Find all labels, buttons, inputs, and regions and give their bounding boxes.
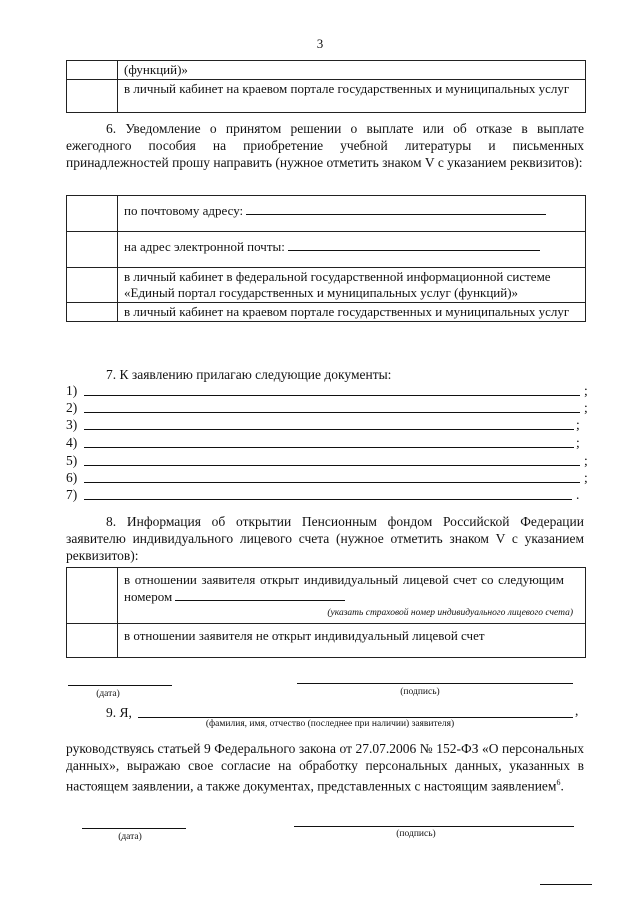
footer-rule (540, 884, 592, 885)
checkbox-cell[interactable] (67, 624, 118, 658)
checkbox-cell[interactable] (67, 568, 118, 624)
document-line (66, 383, 588, 400)
document-line (66, 400, 588, 417)
document-line-number: 1) (66, 383, 78, 398)
table-row (67, 232, 586, 268)
document-line (66, 487, 580, 504)
document-line-end: ; (584, 383, 588, 398)
section8-paragraph: 8. Информация об открытии Пенсионным фондом Российской Федерации заявителю индивидуального лицевого счета (нужное отметить знаком V с указанием реквизитов): (66, 514, 584, 563)
table-cell-text: в личный кабинет на краевом портале государственных и муниципальных услуг (118, 303, 586, 322)
section6-paragraph: 6. Уведомление о принятом решении о выплате или об отказе в выплате ежегодного пособия на приобретение учебной литературы и письменных принадлежностей прошу направить (нужное отметить знаком V с указанием реквизитов): (66, 121, 584, 170)
document-line-end: ; (576, 417, 580, 432)
document-line-field[interactable] (84, 499, 572, 500)
signature-label: (подпись) (396, 829, 436, 839)
account-number-hint: (указать страховой номер индивидуального лицевого счета) (327, 608, 573, 618)
full-name-suffix: , (575, 703, 579, 718)
postal-address-field[interactable] (246, 202, 546, 215)
table-row (67, 624, 586, 658)
date-line[interactable] (82, 828, 186, 829)
table-row (67, 61, 586, 80)
account-opened-cell (118, 568, 586, 624)
date-label: (дата) (96, 689, 120, 699)
document-line-end: ; (576, 435, 580, 450)
document-line-number: 5) (66, 453, 78, 468)
full-name-hint: (фамилия, имя, отчество (последнее при наличии) заявителя) (205, 719, 455, 729)
table-cell-text: в отношении заявителя не открыт индивидуальный лицевой счет (118, 624, 586, 658)
document-line-end: ; (584, 470, 588, 485)
document-line-number: 2) (66, 400, 78, 415)
table-row (67, 303, 586, 322)
checkbox-cell[interactable] (67, 303, 118, 322)
footnote-ref: 6 (556, 778, 561, 787)
checkbox-cell[interactable] (67, 196, 118, 232)
document-line-field[interactable] (84, 429, 574, 430)
account-opened-text: в отношении заявителя открыт индивидуальный лицевой счет со следующим номером (124, 572, 564, 604)
document-line-field[interactable] (84, 447, 574, 448)
signature-label: (подпись) (400, 687, 440, 697)
document-line (66, 435, 580, 452)
section9-intro (106, 705, 132, 721)
table-row (67, 196, 586, 232)
checkbox-cell[interactable] (67, 80, 118, 113)
date-label: (дата) (118, 832, 142, 842)
postal-address-label: по почтовому адресу: (124, 203, 244, 218)
document-line-field[interactable] (84, 465, 580, 466)
document-line-field[interactable] (84, 395, 580, 396)
document-line-end: ; (584, 400, 588, 415)
section7-heading: 7. К заявлению прилагаю следующие документы: (106, 367, 392, 382)
section9-prefix: 9. Я, (106, 705, 132, 720)
postal-address-cell (118, 196, 586, 232)
page-number: 3 (316, 36, 324, 51)
account-number-field[interactable] (175, 588, 345, 601)
document-line-end: . (576, 487, 580, 502)
top-delivery-table (66, 60, 586, 113)
document-line-field[interactable] (84, 482, 580, 483)
checkbox-cell[interactable] (67, 268, 118, 303)
date-line[interactable] (68, 685, 172, 686)
signature-line[interactable] (297, 683, 573, 684)
email-cell (118, 232, 586, 268)
document-line-number: 6) (66, 470, 78, 485)
document-line (66, 417, 580, 434)
document-line-number: 3) (66, 417, 78, 432)
document-line-number: 4) (66, 435, 78, 450)
table-row (67, 568, 586, 624)
document-line-end: ; (584, 453, 588, 468)
notification-method-table (66, 195, 586, 322)
table-cell-text: в личный кабинет в федеральной государственной информационной системе «Единый портал государственных и муниципальных услуг (функций)» (118, 268, 586, 303)
signature-line[interactable] (294, 826, 574, 827)
full-name-line[interactable] (138, 717, 573, 718)
document-line (66, 453, 588, 470)
table-cell-text: (функций)» (118, 61, 586, 80)
table-row (67, 80, 586, 113)
table-row (67, 268, 586, 303)
consent-paragraph: руководствуясь статьей 9 Федерального закона от 27.07.2006 № 152-ФЗ «О персональных данных», выражаю свое согласие на обработку персональных данных, указанных в настоящем заявлении, а также документах, представленных с настоящим заявлением$^6$. (66, 741, 584, 794)
pension-account-table (66, 567, 586, 658)
table-cell-text: в личный кабинет на краевом портале государственных и муниципальных услуг (118, 80, 586, 113)
checkbox-cell[interactable] (67, 61, 118, 80)
document-line-number: 7) (66, 487, 78, 502)
email-label: на адрес электронной почты: (124, 239, 285, 254)
checkbox-cell[interactable] (67, 232, 118, 268)
email-field[interactable] (288, 238, 540, 251)
document-line (66, 470, 588, 487)
document-line-field[interactable] (84, 412, 580, 413)
